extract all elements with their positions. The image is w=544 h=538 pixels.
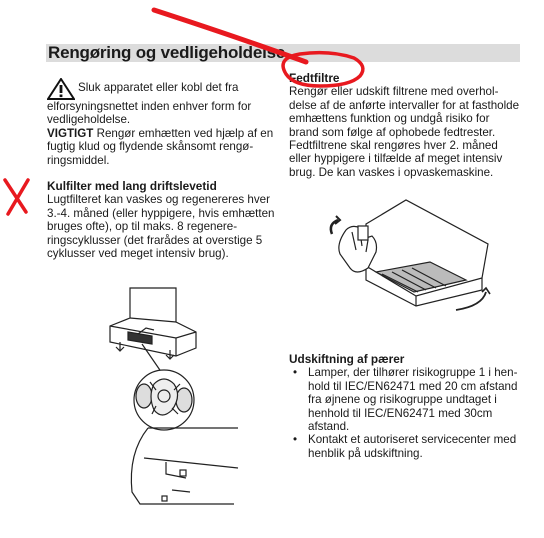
important-paragraph bbox=[47, 127, 275, 167]
warning-text-rest: elforsyningsnettet inden enhver form for vedligeholdelse. bbox=[47, 100, 252, 127]
warning-text-line1: Sluk apparatet eller kobl det fra bbox=[78, 81, 239, 94]
important-text: Rengør emhætten ved hjælp af en fugtig klud og flydende skånsomt rengøringsmiddel. bbox=[47, 126, 274, 167]
warning-triangle-icon bbox=[47, 78, 75, 100]
list-item: • Kontakt et autoriseret servicecenter med henblik på udskiftning. bbox=[289, 433, 523, 460]
bulbs-heading: Udskiftning af pærer bbox=[289, 352, 405, 366]
list-item: • Lamper, der tilhører risikogruppe 1 i henhold til IEC/EN62471 med 20 cm afstand fra øjnene og risikogruppe undtaget i henhold til IEC/EN62471 med 30cm afstand. bbox=[289, 366, 523, 433]
grease-filter-illustration bbox=[306, 196, 506, 331]
section-title: Rengøring og vedligeholdelse bbox=[48, 43, 286, 62]
warning-block bbox=[47, 78, 275, 100]
grease-filter-text: Rengør eller udskift filtrene med overholdelse af de anførte intervaller for at fastholde emhættens funktion og undgå risiko for brand som følge af ophobede fedtrester. Fedtfiltrene skal rengøres hver 2. måned eller hyppigere i tilfælde af meget intensiv brug. De kan vaskes i opvaskemaskine. bbox=[289, 85, 520, 179]
important-label: VIGTIGT bbox=[47, 126, 94, 140]
carbon-filter-heading: Kulfilter med lang driftslevetid bbox=[47, 179, 217, 194]
carbon-filter-illustration bbox=[98, 278, 248, 528]
bulbs-list bbox=[289, 366, 523, 460]
bulbs-section bbox=[289, 353, 523, 460]
right-column bbox=[289, 72, 521, 179]
carbon-filter-text: Lugtfilteret kan vaskes og regenereres hver 3.-4. måned (eller hyppigere, hvis emhætten bruges ofte), op til maks. 8 regenereringscyklusser (det frarådes at overstige 5 cyklusser ved meget intensiv brug). bbox=[47, 193, 275, 261]
left-column bbox=[47, 78, 275, 260]
grease-filter-heading: Fedtfiltre bbox=[289, 71, 340, 85]
red-x-mark bbox=[5, 180, 28, 214]
